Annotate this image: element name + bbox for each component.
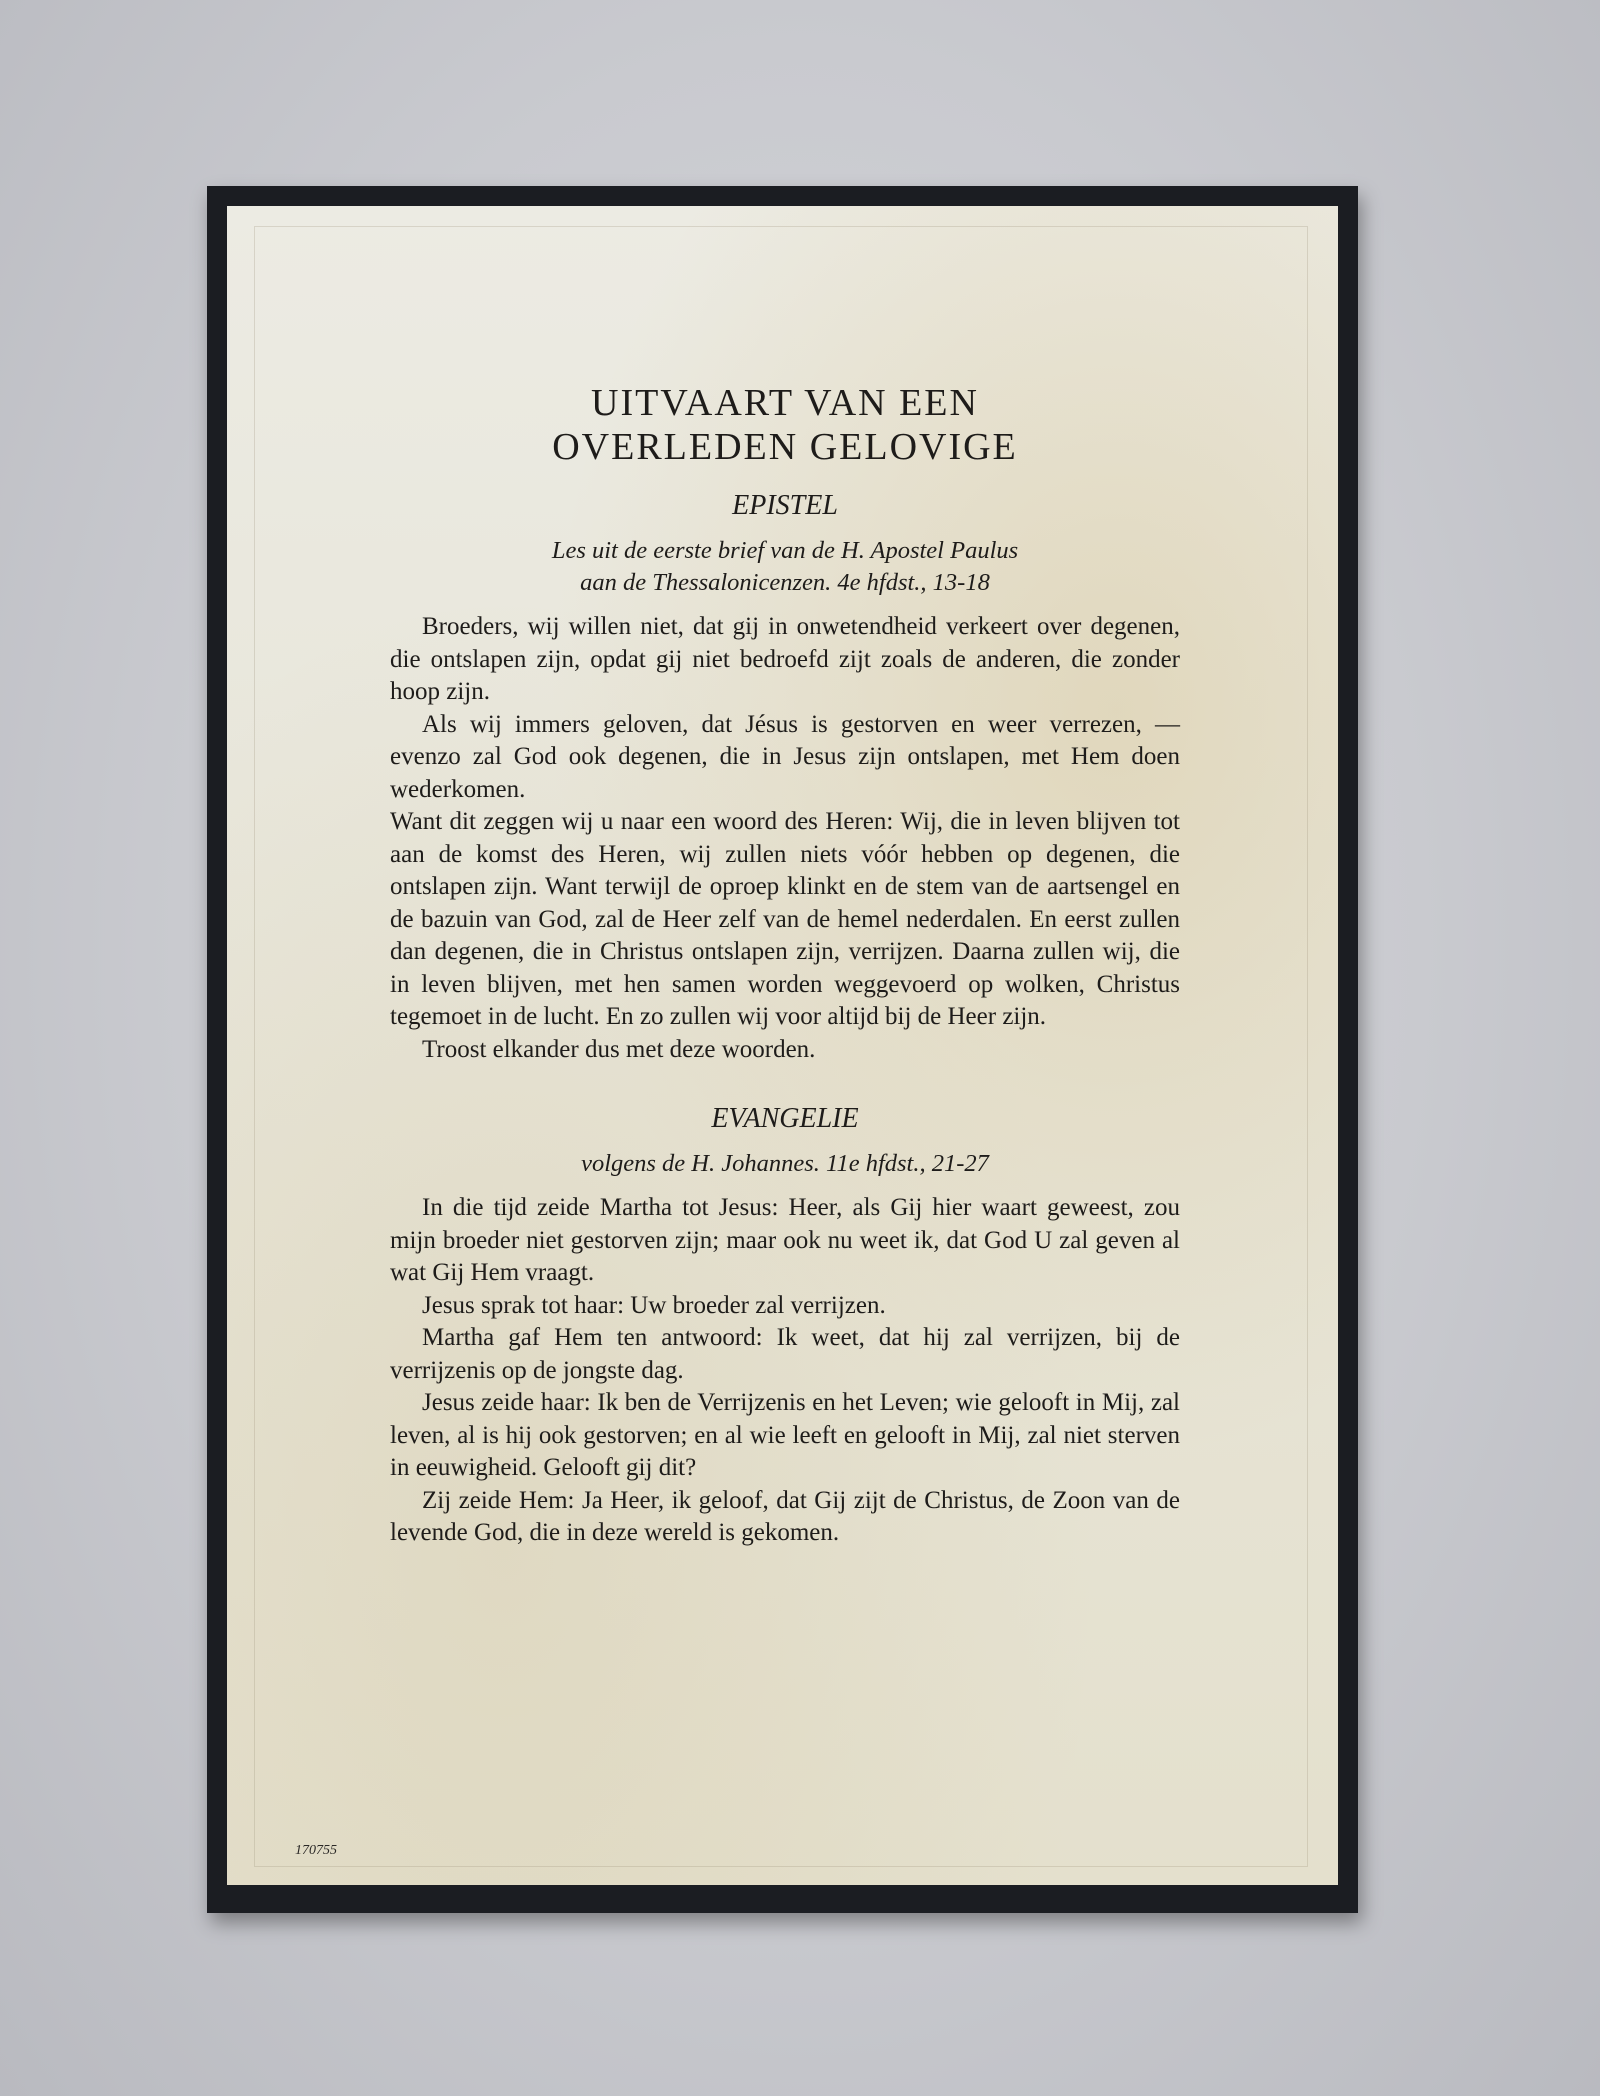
section-divider (390, 1066, 1180, 1102)
evangelie-paragraph: Jesus zeide haar: Ik ben de Verrijzenis en het Leven; wie gelooft in Mij, zal leven, al is hij ook gestorven; en al wie leeft en gelooft in Mij, zal niet sterven in eeuwigheid. Gelooft gij dit? (390, 1389, 1180, 1481)
evangelie-heading: EVANGELIE (711, 1103, 859, 1134)
epistel-subtitle: Les uit de eerste brief van de H. Apostel Paulus aan de Thessalonicenzen. 4e hfdst., 13-18 (551, 537, 1019, 596)
evangelie-paragraph: Martha gaf Hem ten antwoord: Ik weet, dat hij zal verrijzen, bij de verrijzenis op de jongste dag. (390, 1324, 1180, 1384)
epistel-heading: EPISTEL (732, 490, 838, 521)
evangelie-paragraph: Jesus sprak tot haar: Uw broeder zal verrijzen. (422, 1291, 886, 1319)
epistel-paragraph: Want dit zeggen wij u naar een woord des Heren: Wij, die in leven blijven tot aan de komst des Heren, wij zullen niets vóór hebben op degenen, die ontslapen zijn. Want terwijl de oproep klinkt en de stem van de aartsengel en de bazuin van God, zal de Heer zelf van de hemel nederdalen. En eerst zullen dan degenen, die in Christus ontslapen zijn, verrijzen. Daarna zullen wij, die in leven blijven, met hen samen worden weggevoerd op wolken, Christus tegemoet in de lucht. En zo zullen wij voor altijd bij de Heer zijn. (390, 808, 1180, 1030)
page-title: UITVAART VAN EEN OVERLEDEN GELOVIGE (552, 382, 1018, 468)
catalog-number: 170755 (295, 1843, 337, 1858)
evangelie-paragraph: In die tijd zeide Martha tot Jesus: Heer, als Gij hier waart geweest, zou mijn broeder niet gestorven zijn; maar ook nu weet ik, dat God U zal geven al wat Gij Hem vraagt. (390, 1194, 1180, 1286)
evangelie-subtitle: volgens de H. Johannes. 11e hfdst., 21-27 (581, 1150, 989, 1177)
epistel-paragraph: Broeders, wij willen niet, dat gij in onwetendheid verkeert over degenen, die ontslapen zijn, opdat gij niet bedroefd zijt zoals de anderen, die zonder hoop zijn. (390, 613, 1180, 705)
mourning-card (227, 206, 1338, 1885)
epistel-paragraph: Als wij immers geloven, dat Jésus is gestorven en weer verrezen, — evenzo zal God ook degenen, die in Jesus zijn ontslapen, met Hem doen wederkomen. (390, 710, 1180, 803)
epistel-paragraph: Troost elkander dus met deze woorden. (422, 1035, 816, 1063)
evangelie-paragraph: Zij zeide Hem: Ja Heer, ik geloof, dat Gij zijt de Christus, de Zoon van de levende God, die in deze wereld is gekomen. (390, 1486, 1180, 1546)
card-text (390, 381, 1180, 1550)
